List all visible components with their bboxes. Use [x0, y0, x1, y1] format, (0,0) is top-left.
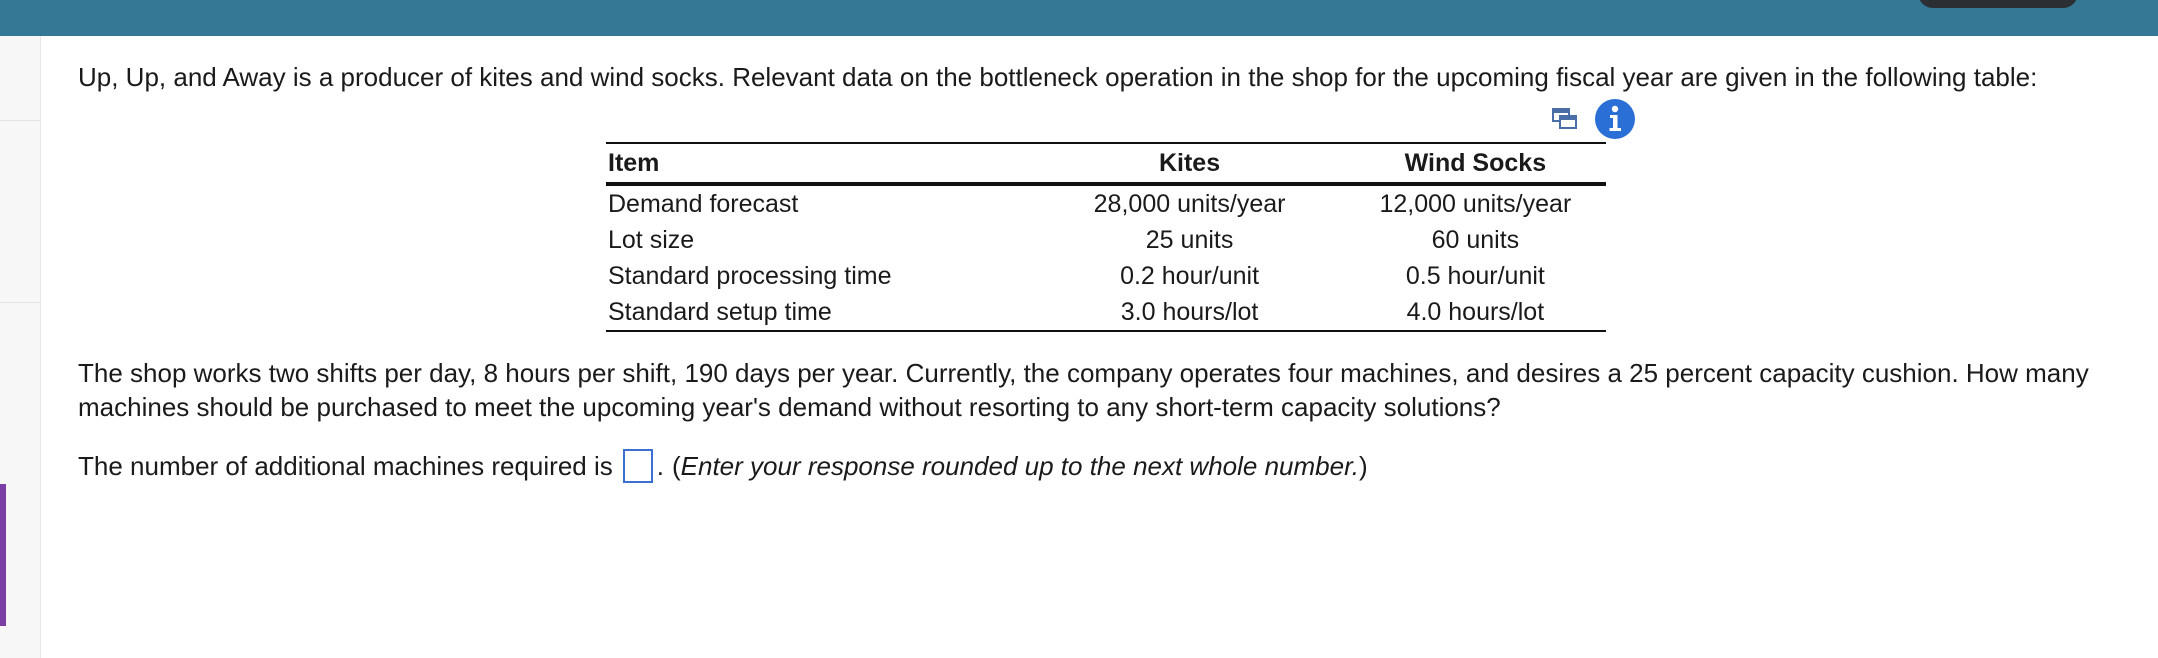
row-wind-socks: 0.5 hour/unit	[1405, 261, 1545, 290]
answer-note: Enter your response rounded up to the next whole number.	[680, 451, 1360, 481]
top-bar	[0, 0, 2158, 36]
table-row	[606, 294, 1606, 331]
table-row	[606, 222, 1606, 258]
rail-accent-bar	[0, 484, 6, 626]
left-rail	[0, 36, 41, 658]
header-kites: Kites	[1158, 148, 1221, 177]
question-intro: Up, Up, and Away is a producer of kites and wind socks. Relevant data on the bottleneck operation in the shop for the upcoming fiscal year are given in the following table:	[78, 62, 2038, 92]
row-item: Lot size	[608, 225, 695, 254]
answer-input[interactable]	[623, 449, 653, 483]
answer-period: .	[656, 451, 664, 481]
row-item: Standard setup time	[608, 297, 832, 326]
row-wind-socks: 60 units	[1431, 225, 1520, 254]
row-wind-socks: 4.0 hours/lot	[1406, 297, 1545, 326]
answer-line	[78, 448, 1368, 484]
data-table	[606, 142, 1606, 332]
row-kites: 25 units	[1145, 225, 1234, 254]
table-row	[606, 184, 1606, 222]
rail-divider	[0, 120, 40, 121]
rail-divider	[0, 302, 40, 303]
row-kites: 28,000 units/year	[1093, 189, 1286, 218]
row-kites: 0.2 hour/unit	[1120, 261, 1260, 290]
data-table-wrapper	[606, 142, 1606, 332]
row-item: Demand forecast	[608, 189, 799, 218]
header-wind-socks: Wind Socks	[1404, 148, 1547, 177]
top-bar-button[interactable]	[1918, 0, 2078, 8]
answer-note-open: (	[671, 451, 681, 481]
answer-prefix: The number of additional machines required is	[78, 451, 613, 481]
table-header-row	[606, 143, 1606, 184]
table-row	[606, 258, 1606, 294]
header-item: Item	[608, 148, 660, 177]
row-item: Standard processing time	[608, 261, 892, 290]
row-wind-socks: 12,000 units/year	[1379, 189, 1572, 218]
row-kites: 3.0 hours/lot	[1120, 297, 1259, 326]
copy-table-icon[interactable]	[1552, 108, 1578, 135]
answer-note-close: )	[1359, 451, 1368, 481]
question-paragraph: The shop works two shifts per day, 8 hours per shift, 190 days per year. Currently, the company operates four machines, and desires a 25 percent capacity cushion. How many machines should be purchased to meet the upcoming year's demand without resorting to any short-term capacity solutions?	[78, 358, 2089, 422]
info-icon[interactable]	[1594, 98, 1636, 145]
